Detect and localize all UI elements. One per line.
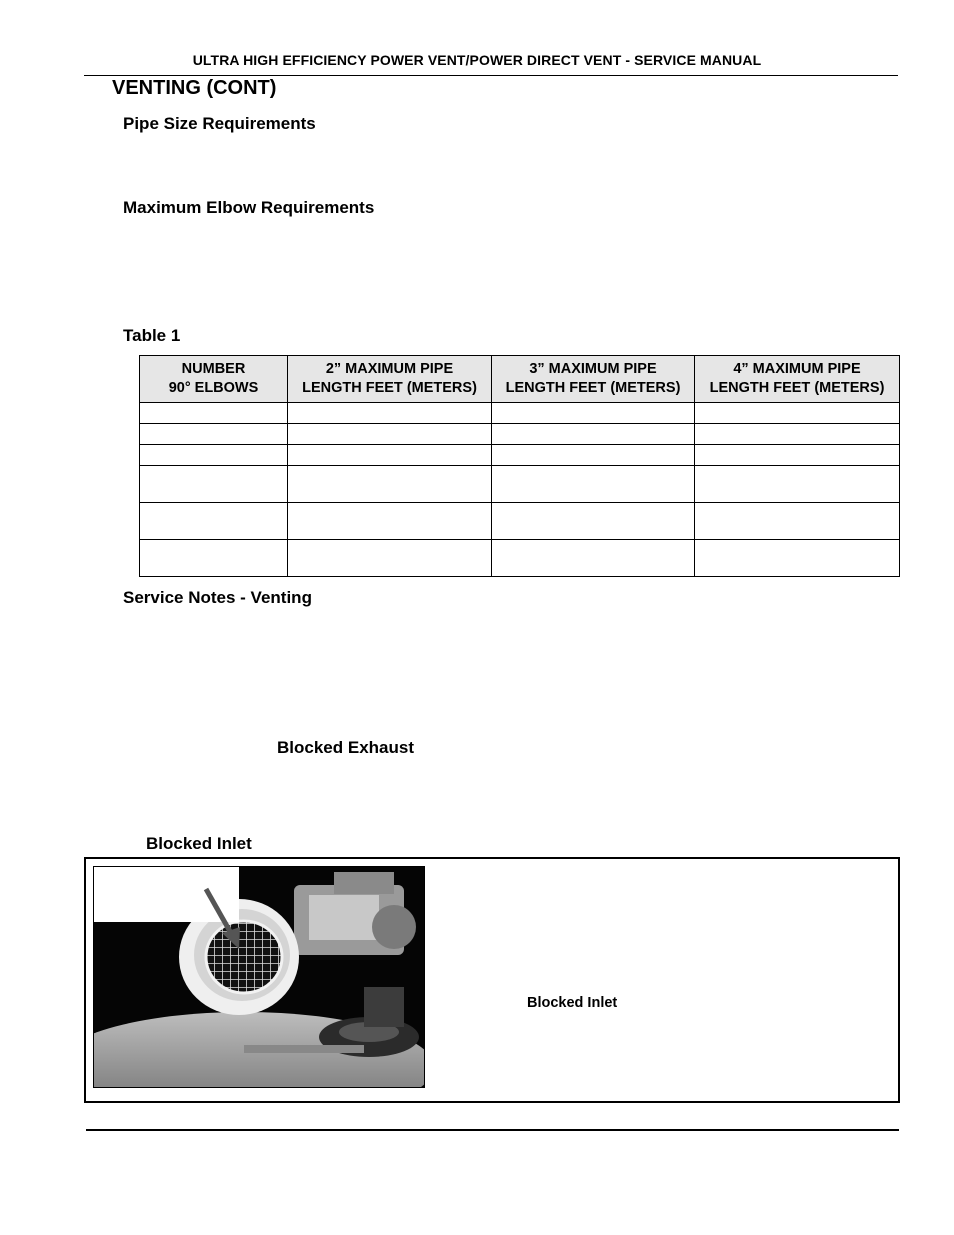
service-notes-heading: Service Notes - Venting [123, 588, 312, 607]
running-header: ULTRA HIGH EFFICIENCY POWER VENT/POWER DIRECT VENT - SERVICE MANUAL [192, 52, 762, 68]
table-cell [492, 424, 695, 445]
table-row [140, 503, 900, 540]
table-row [140, 445, 900, 466]
footer-rule [86, 1129, 899, 1131]
header-line: LENGTH FEET (METERS) [709, 380, 885, 396]
table-cell [695, 540, 900, 577]
table-row [140, 403, 900, 424]
table-cell [695, 503, 900, 540]
table-cell [695, 445, 900, 466]
blocked-inlet-heading: Blocked Inlet [146, 834, 252, 853]
section-title: VENTING (CONT) [112, 77, 277, 99]
figure-caption: Blocked Inlet [527, 995, 618, 1011]
table-cell [140, 540, 288, 577]
header-4in [695, 356, 900, 403]
table-cell [492, 403, 695, 424]
table-cell [288, 503, 492, 540]
pipe-size-heading: Pipe Size Requirements [123, 114, 316, 133]
table-cell [140, 424, 288, 445]
table-cell [492, 503, 695, 540]
table-cell [492, 540, 695, 577]
header-2in [288, 356, 492, 403]
table-cell [140, 445, 288, 466]
table-cell [288, 424, 492, 445]
table-cell [695, 424, 900, 445]
max-elbow-heading: Maximum Elbow Requirements [123, 198, 375, 217]
table-row [140, 466, 900, 503]
blocked-exhaust-heading: Blocked Exhaust [277, 738, 414, 757]
table-cell [492, 445, 695, 466]
table-cell [288, 466, 492, 503]
table-cell [140, 403, 288, 424]
table-cell [140, 466, 288, 503]
pipe-length-table [139, 355, 900, 577]
header-line: LENGTH FEET (METERS) [302, 380, 477, 396]
header-line: LENGTH FEET (METERS) [505, 380, 681, 396]
header-rule [84, 75, 898, 76]
blocked-inlet-photo [93, 866, 425, 1088]
table-header-row [140, 356, 900, 403]
header-line: 3” MAXIMUM PIPE [529, 361, 657, 377]
photo-illustration [94, 867, 424, 1087]
table-cell [492, 466, 695, 503]
table-cell [695, 403, 900, 424]
table-cell [695, 466, 900, 503]
table-cell [288, 445, 492, 466]
table-cell [288, 540, 492, 577]
header-3in [492, 356, 695, 403]
table-label: Table 1 [123, 326, 181, 345]
header-elbows [140, 356, 288, 403]
table-cell [140, 503, 288, 540]
header-line: 4” MAXIMUM PIPE [733, 361, 861, 377]
header-line: 90° ELBOWS [168, 380, 259, 396]
header-line: NUMBER [181, 361, 246, 377]
table-row [140, 540, 900, 577]
table-row [140, 424, 900, 445]
header-line: 2” MAXIMUM PIPE [325, 361, 454, 377]
table-cell [288, 403, 492, 424]
